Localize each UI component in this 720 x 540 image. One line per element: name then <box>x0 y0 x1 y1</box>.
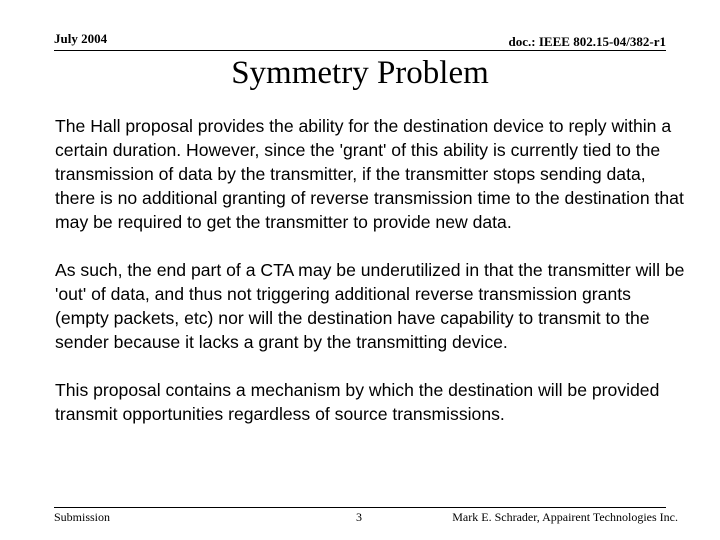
body-paragraph-3: This proposal contains a mechanism by which the destination will be provided transmit opportunities regardless of source transmissions. <box>55 380 660 424</box>
slide-body <box>55 114 685 450</box>
body-paragraph-1: The Hall proposal provides the ability for the destination device to reply within a certain duration. However, since the 'grant' of this ability is currently tied to the transmission of data by the transmitter, if the transmitter stops sending data, there is no additional granting of reverse transmission time to the destination that may be required to get the transmitter to provide new data. <box>55 116 684 232</box>
slide-title: Symmetry Problem <box>231 55 489 91</box>
footer-page-number: 3 <box>356 510 362 524</box>
footer-divider <box>54 507 666 508</box>
header-doc-id: doc.: IEEE 802.15-04/382-r1 <box>508 34 666 49</box>
footer-author: Mark E. Schrader, Appairent Technologies Inc. <box>452 510 678 524</box>
header-date: July 2004 <box>54 31 108 46</box>
body-paragraph-2: As such, the end part of a CTA may be underutilized in that the transmitter will be 'out' of data, and thus not triggering additional reverse transmission grants (empty packets, etc) nor will the destination have capability to transmit to the sender because it lacks a grant by the transmitting device. <box>55 260 685 352</box>
footer-submission: Submission <box>54 510 111 524</box>
header-divider <box>54 50 666 51</box>
